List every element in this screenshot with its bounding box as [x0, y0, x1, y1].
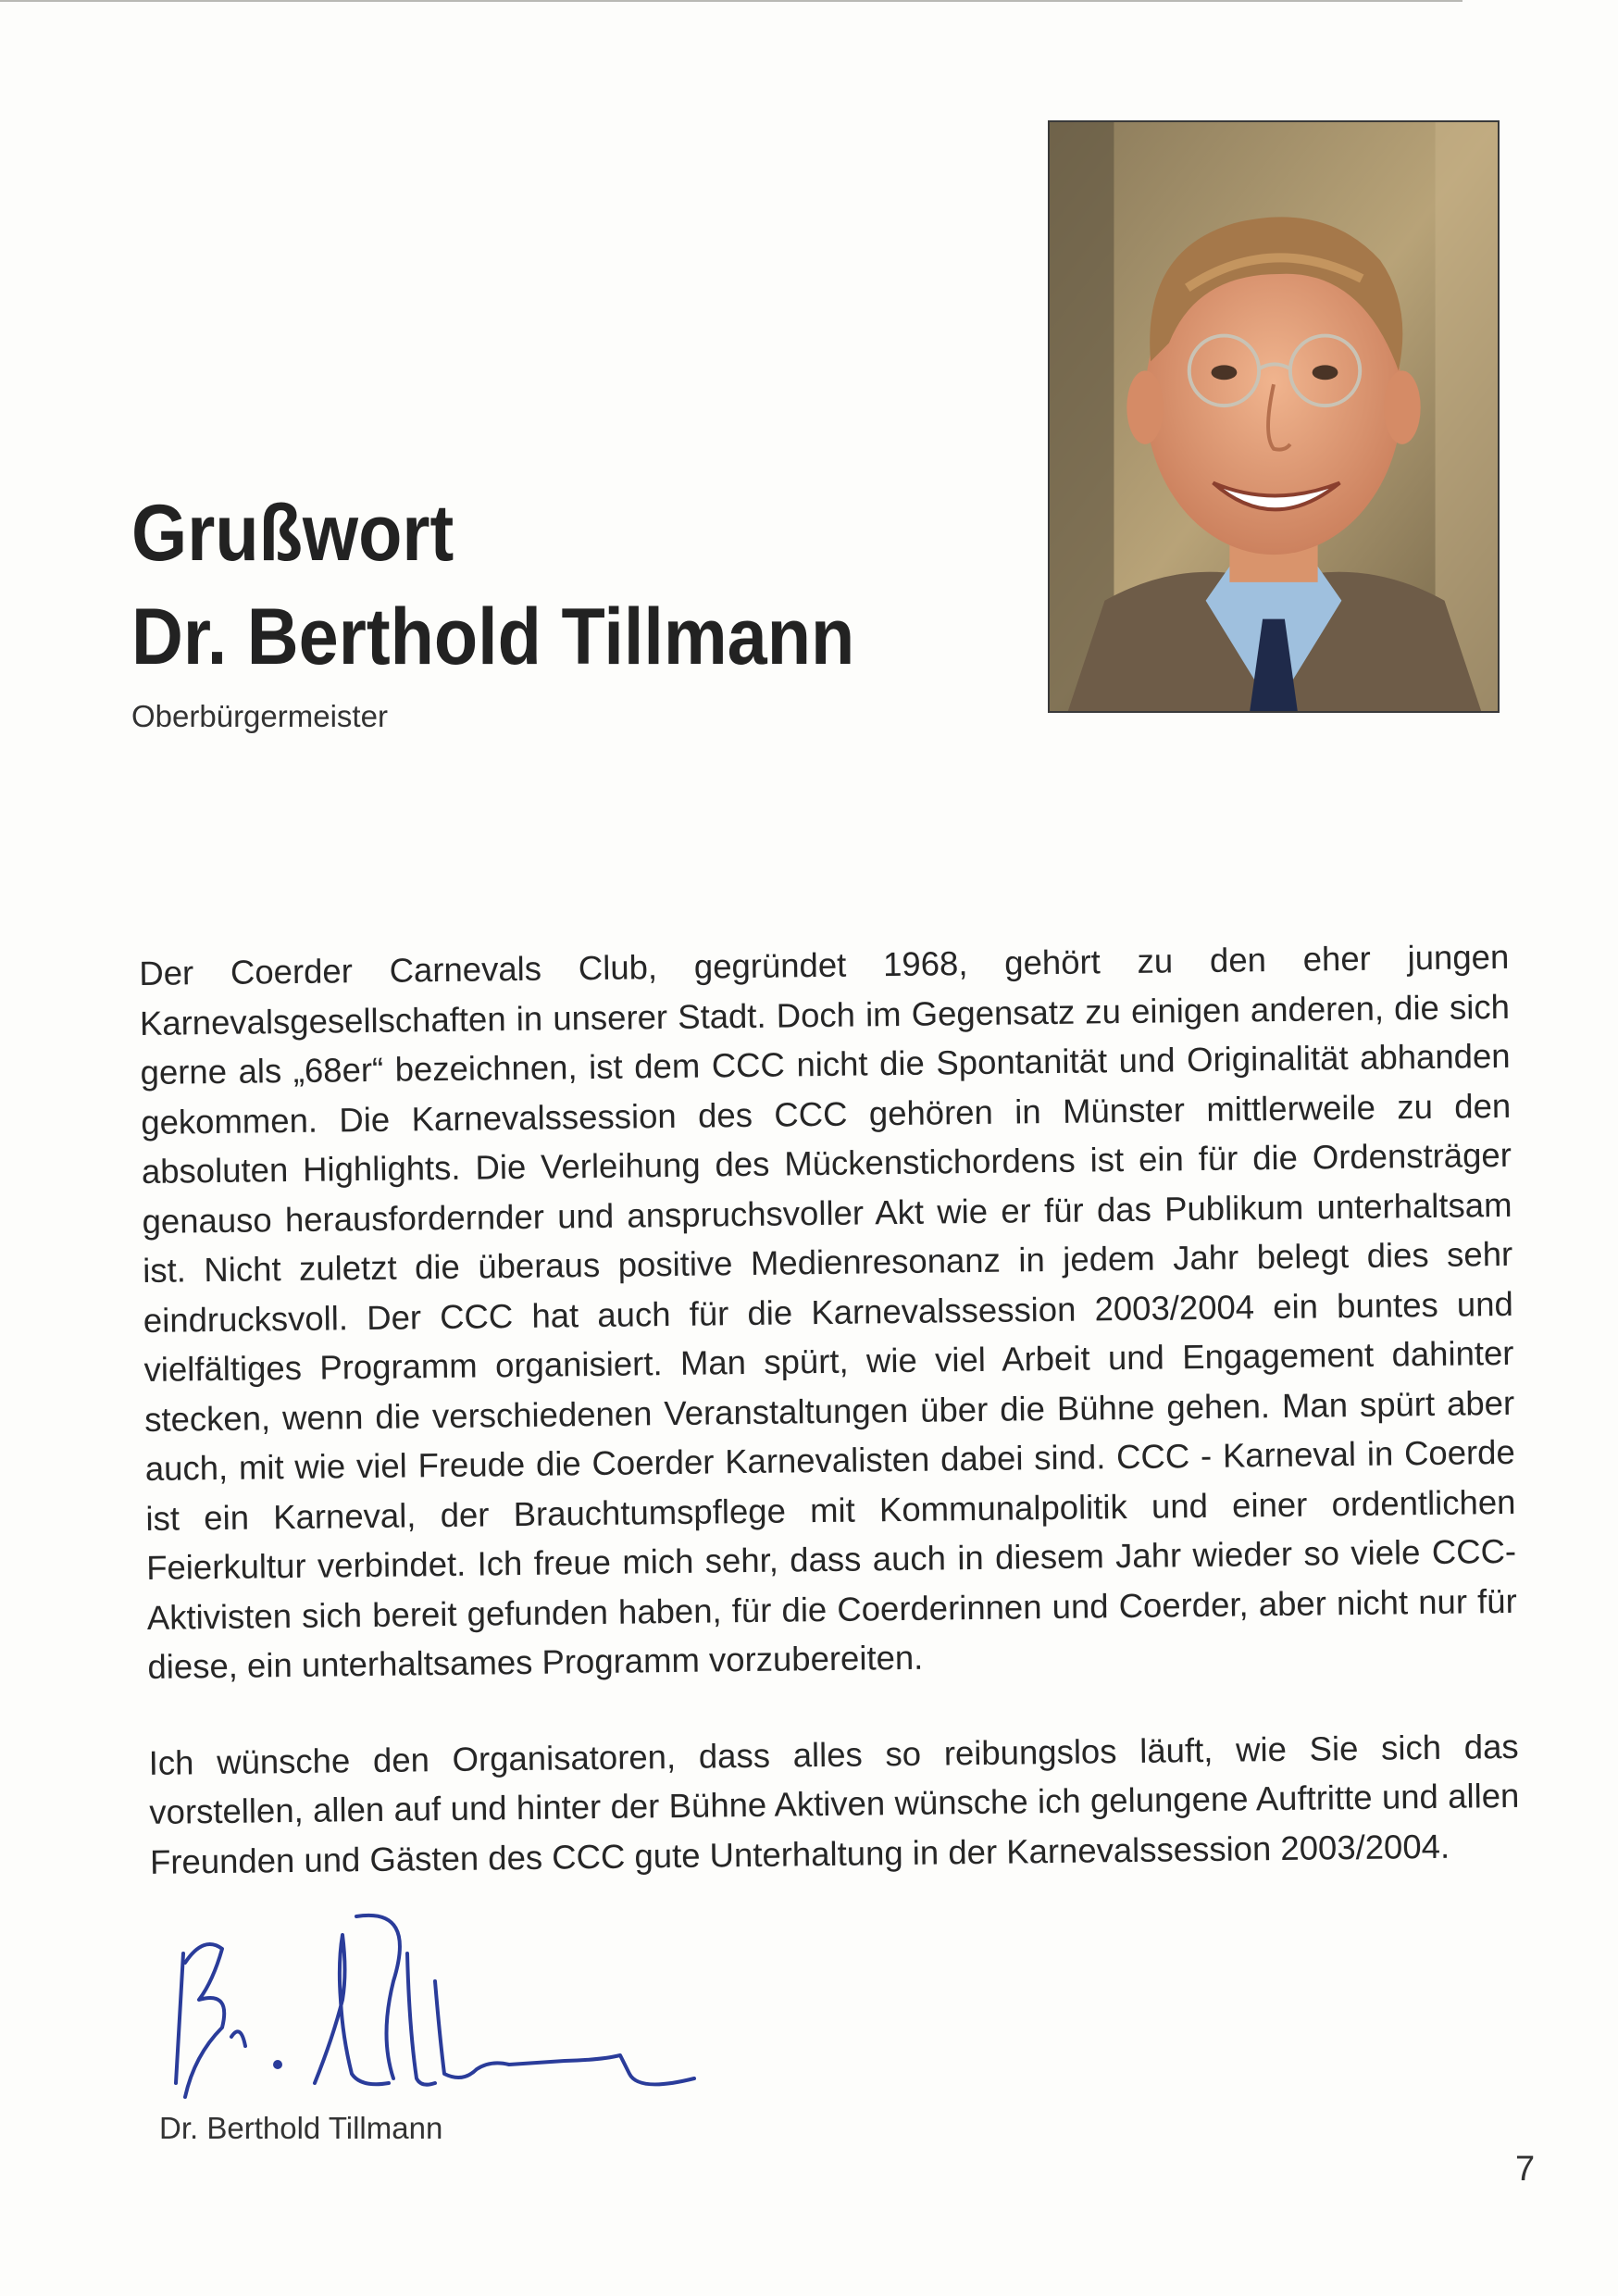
title-line-grusswort: Grußwort [131, 489, 454, 578]
title-line-name: Dr. Berthold Tillmann [131, 593, 855, 681]
letter-body [139, 932, 1521, 1933]
body-paragraph: Ich wünsche den Organisatoren, dass alles so reibungslos läuft, wie Sie sich das vorstellen, allen auf und hinter der Bühne Aktiven wünsche ich gelungene Auftritte und allen Freunden und Gästen des CCC gute Unterhaltung in der Karnevalssession 2003/2004. [148, 1727, 1520, 1881]
handwritten-signature [157, 1898, 731, 2111]
body-paragraph: Der Coerder Carnevals Club, gegründet 1968, gehört zu den eher jungen Karnevalsgesellschaften in unserer Stadt. Doch im Gegensatz zu einigen anderen, die sich gerne als „68er“ bezeichnen, ist dem CCC nicht die Spontanität und Originalität abhanden gekommen. Die Karnevalssession des CCC gehören in Münster mittlerweile zu den absoluten Highlights. Die Verleihung des Mückenstichordens ist ein für die Ordensträger genauso herausfordernder und anspruchsvoller Akt wie er für das Publikum unterhaltsam ist. Nicht zuletzt die überaus positive Medienresonanz in jedem Jahr belegt dies sehr eindrucksvoll. Der CCC hat auch für die Karnevalssession 2003/2004 ein buntes und vielfältiges Programm organisiert. Man spürt, wie viel Arbeit und Engagement dahinter stecken, wenn die verschiedenen Veranstaltungen über die Bühne gehen. Man spürt aber auch, mit wie viel Freude die Coerder Karnevalisten dabei sind. CCC - Karneval in Coerde ist ein Karneval, der Brauchtumspflege mit Kommunalpolitik und einer ordentlichen Feierkultur verbindet. Ich freue mich sehr, dass auch in diesem Jahr wieder so viele CCC-Aktivisten sich bereit gefunden haben, für die Coerderinnen und Coerder, aber nicht nur für diese, ein unterhaltsames Programm vorzubereiten. [139, 937, 1517, 1686]
page-title [131, 481, 854, 689]
page-number: 7 [1515, 2150, 1536, 2189]
signature-name: Dr. Berthold Tillmann [159, 2111, 443, 2145]
author-role: Oberbürgermeister [131, 699, 388, 733]
portrait-photo [1048, 120, 1500, 713]
page-top-rule [0, 0, 1462, 2]
